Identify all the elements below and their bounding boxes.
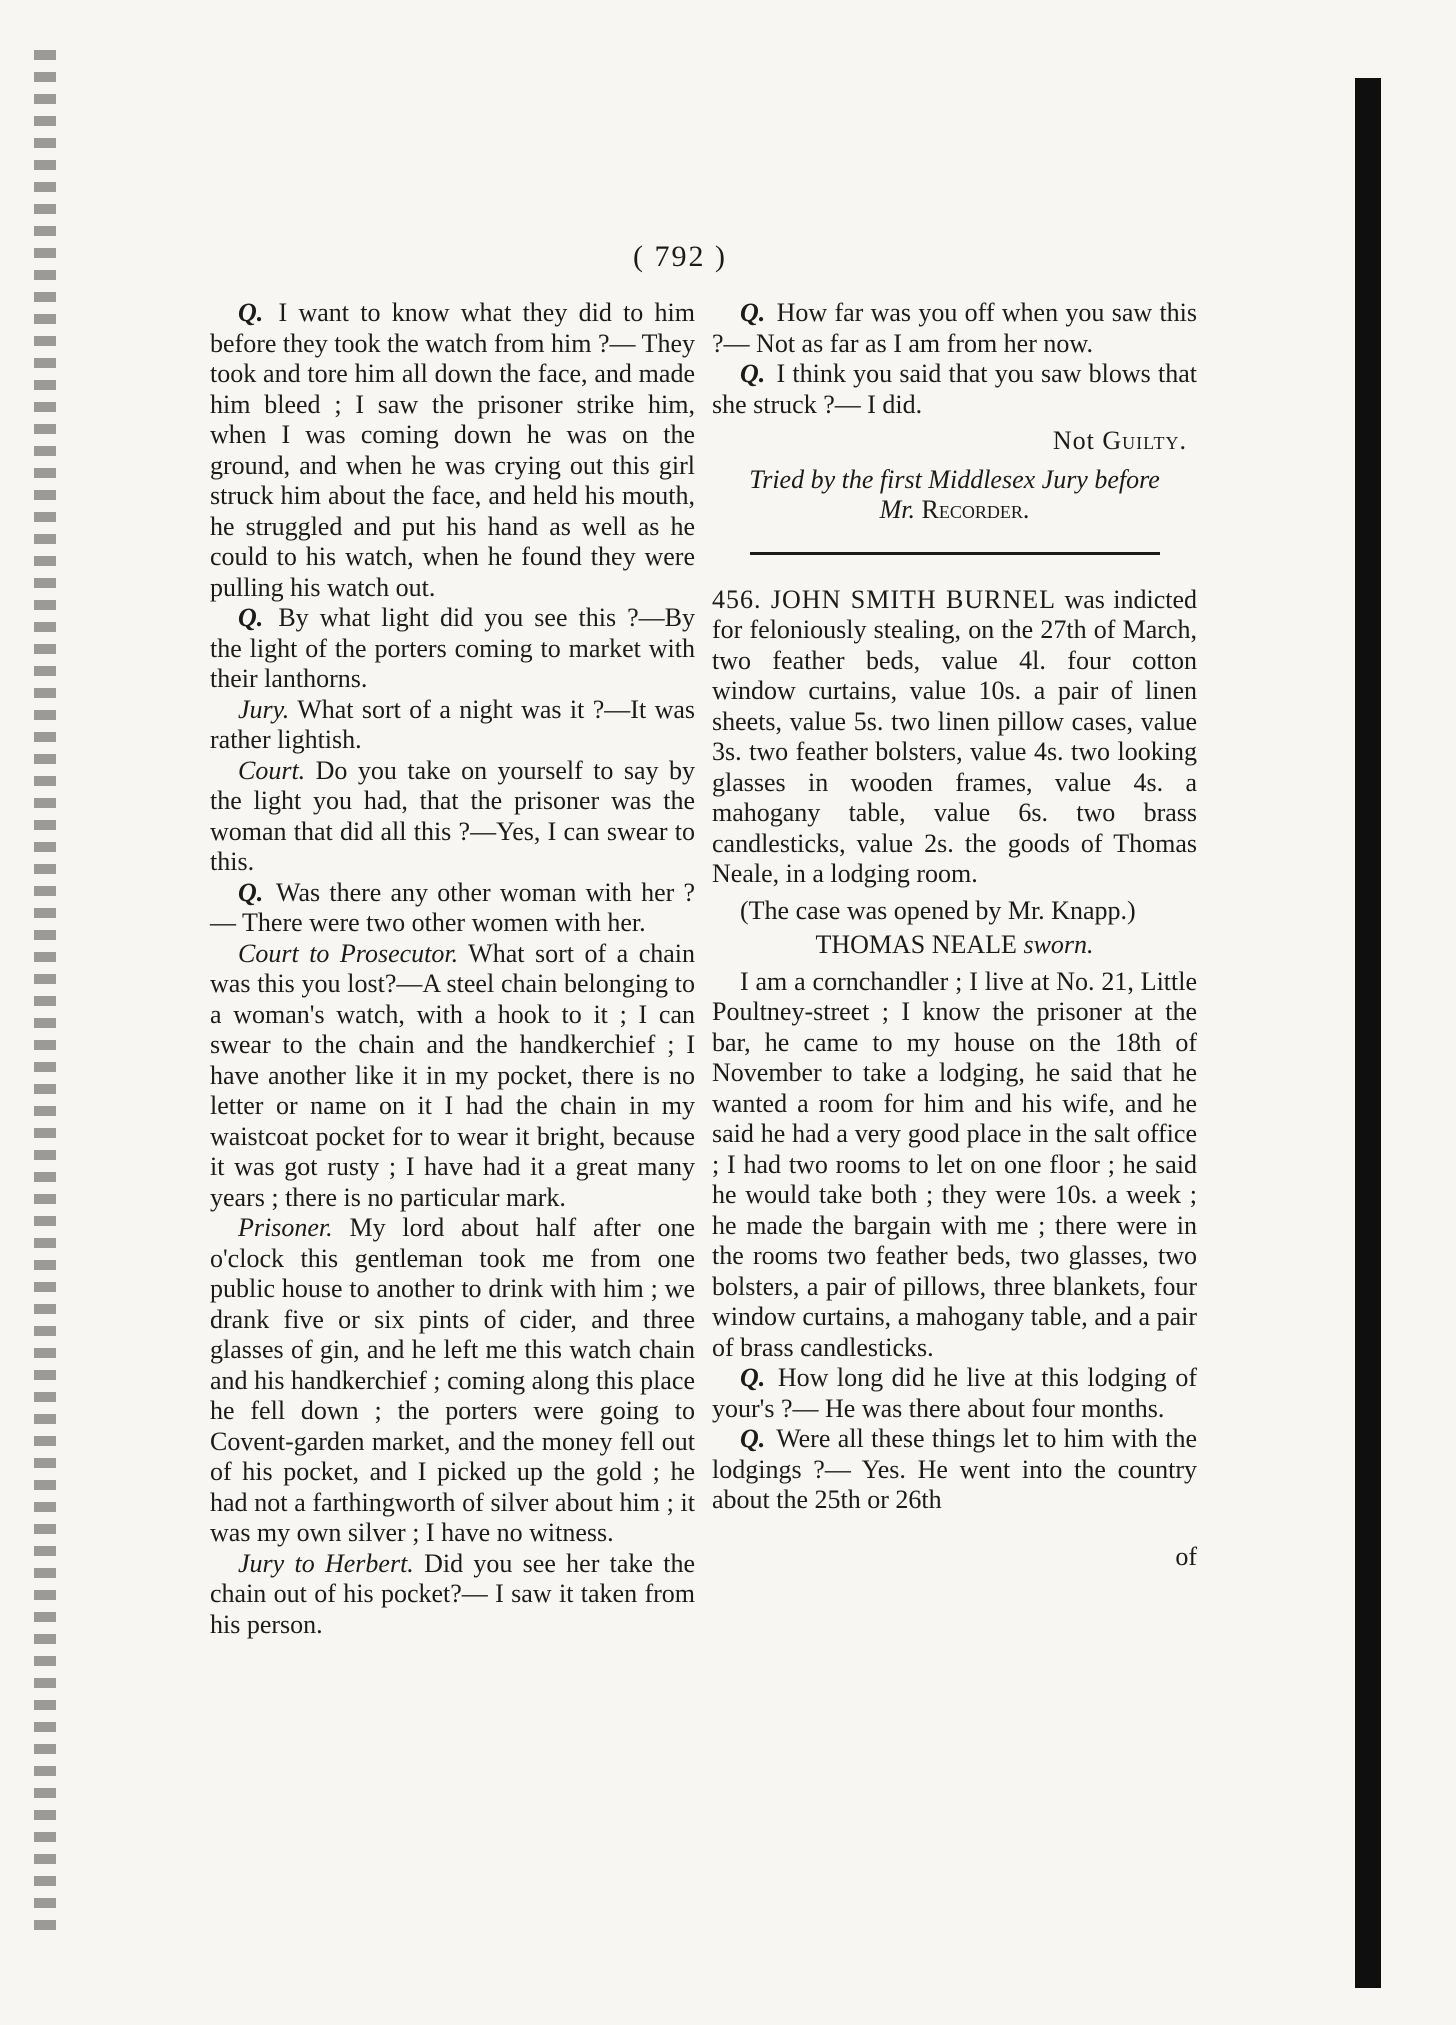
catchword: of [1175,1541,1197,1571]
case-opened: (The case was opened by Mr. Knapp.) [740,895,1136,925]
witness-heading: THOMAS NEALE sworn. [815,930,1094,959]
section-divider [750,552,1160,555]
left-para-5: Q. Was there any other woman with her ?— There were two other women with her. [210,877,696,937]
right-column [712,298,1197,1598]
left-para-3: Jury. What sort of a night was it ?—It was rather lightish. [210,694,695,754]
left-para-1: Q. I want to know what they did to him before they took the watch from him ?— They took and tore him all down the face, and made him bleed ; I saw the prisoner strike him, when I was coming down he was on the ground, and when he was crying out this girl struck him about the face, and held his mouth, he struggled and put his hand as well as he could to his watch, when he found they were pulling his watch out. [210,298,695,602]
right-para-1: Q. How far was you off when you saw this ?— Not as far as I am from her now. [712,298,1198,358]
right-para-2: Q. I think you said that you saw blows that she struck ?— I did. [712,359,1198,419]
scan-binding-edge [34,50,56,1940]
left-para-8: Jury to Herbert. Did you see her take the chain out of his pocket?— I saw it taken from his person. [210,1548,695,1639]
page-number: ( 792 ) [633,240,727,273]
right-para-5: Q. Were all these things let to him with the lodgings ?— Yes. He went into the country about the 25th or 26th [712,1424,1197,1514]
scan-dark-edge [1355,78,1381,1988]
left-para-6: Court to Prosecutor. What sort of a chain was this you lost?—A steel chain belonging to a woman's watch, with a hook to it ; I can swear to the chain and the handkerchief ; I have another like it in my pocket, there is no letter or name on it I had the chain in my waistcoat pocket for to wear it bright, because it was got rusty ; I have had it a great many years ; there is no particular mark. [210,938,696,1212]
right-para-3: I am a cornchandler ; I live at No. 21, Little Poultney-street ; I know the prisoner at the bar, he came to my house on the 18th of November to take a lodging, he said that he wanted a room for him and his wife, and he said he had a very good place in the salt office ; I had two rooms to let on one floor ; he said he would take both ; they were 10s. a week ; he made the bargain with me ; there were in the rooms two feather beds, two glasses, two bolsters, a pair of pillows, three blankets, four window curtains, a mahogany table, and a pair of brass candlesticks. [712,966,1197,1362]
tried-before: Tried by the first Middlesex Jury before Mr. Recorder. [749,464,1160,524]
left-column [210,298,695,1640]
left-para-7: Prisoner. My lord about half after one o'clock this gentleman took me from one public house to another to drink with him ; we drank five or six pints of cider, and three glasses of gin, and he left me this watch chain and his handkerchief ; coming along this place he fell down ; the porters were going to Covent-garden market, and the money fell out of his pocket, and I picked up the gold ; he had not a farthingworth of silver about him ; it was my own silver ; I have no witness. [210,1213,695,1547]
right-para-4: Q. How long did he live at this lodging of your's ?— He was there about four months. [712,1363,1197,1423]
left-para-4: Court. Do you take on yourself to say by the light you had, that the prisoner was the woman that did all this ?—Yes, I can swear to this. [210,755,696,876]
verdict: Not Guilty. [1052,426,1187,455]
case-heading: 456. JOHN SMITH BURNEL was indicted for feloniously stealing, on the 27th of March, two feather beds, value 4l. four cotton window curtains, value 10s. a pair of linen sheets, value 5s. two linen pillow cases, value 3s. two feather bolsters, value 4s. two looking glasses in wooden frames, value 4s. a mahogany table, value 6s. two brass candlesticks, value 2s. the goods of Thomas Neale, in a lodging room. [712,584,1198,888]
left-para-2: Q. By what light did you see this ?—By the light of the porters coming to market with their lanthorns. [210,603,696,693]
